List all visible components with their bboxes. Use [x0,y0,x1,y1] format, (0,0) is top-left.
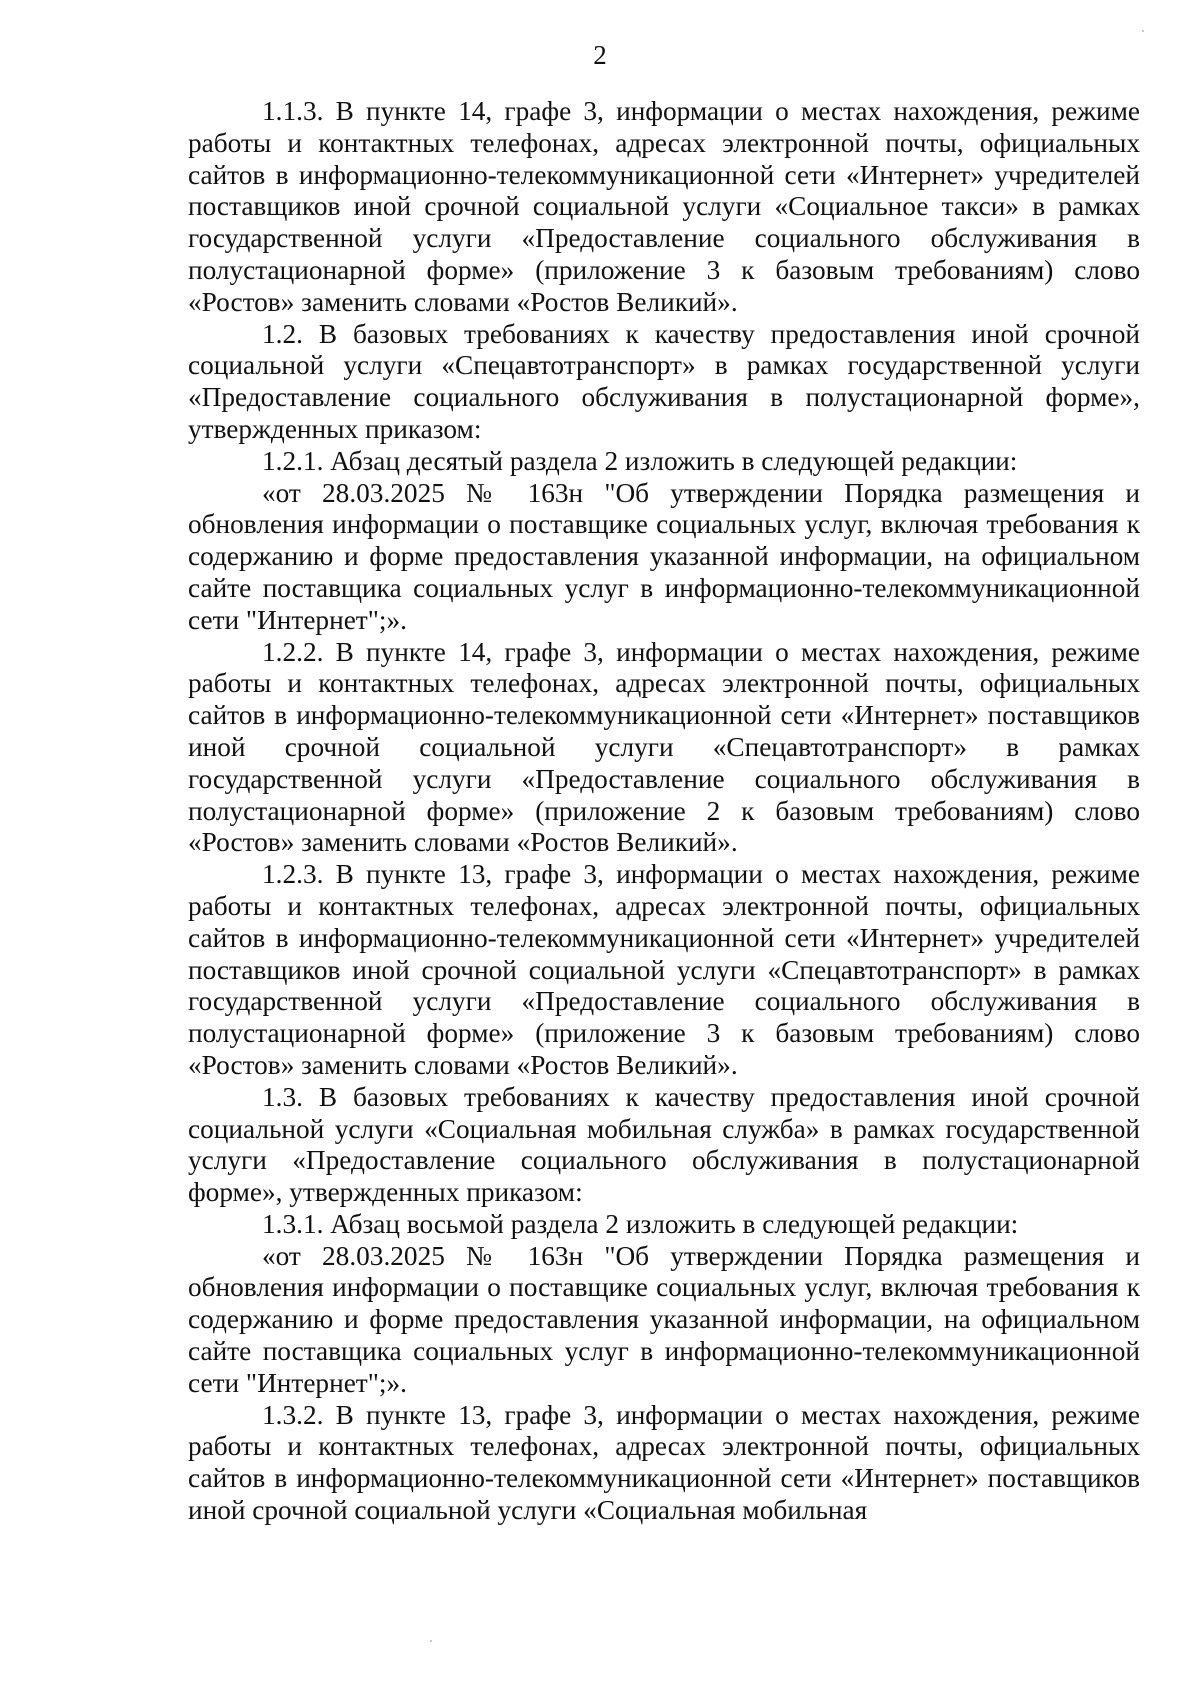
document-body [188,96,1140,1527]
paragraph-1-2-3: 1.2.3. В пункте 13, графе 3, информации о местах нахождения, режиме работы и контактных телефонах, адресах электронной почты, официальных сайтов в информационно-телекоммуникационной сети «Интернет» учредителей поставщиков иной срочной социальной услуги «Спецавтотранспорт» в рамках государственной услуги «Предоставление социального обслуживания в полустационарной форме» (приложение 3 к базовым требованиям) слово «Ростов» заменить словами «Ростов Великий». [188,859,1140,1080]
scan-speck [1142,30,1144,32]
paragraph-1-3-2: 1.3.2. В пункте 13, графе 3, информации о местах нахождения, режиме работы и контактных телефонах, адресах электронной почты, официальных сайтов в информационно-телекоммуникационной сети «Интернет» поставщиков иной срочной социальной услуги «Социальная мобильная [188,1399,1140,1526]
paragraph-quote-1: «от 28.03.2025 № 163н "Об утверждении Порядка размещения и обновления информации о поставщике социальных услуг, включая требования к содержанию и форме предоставления указанной информации, на официальном сайте поставщика социальных услуг в информационно-телекоммуникационной сети "Интернет";». [188,477,1140,635]
page-number: 2 [593,40,607,70]
paragraph-1-3-1: 1.3.1. Абзац восьмой раздела 2 изложить в следующей редакции: [262,1208,1019,1239]
scan-speck [430,1640,432,1642]
paragraph-quote-2: «от 28.03.2025 № 163н "Об утверждении Порядка размещения и обновления информации о поставщике социальных услуг, включая требования к содержанию и форме предоставления указанной информации, на официальном сайте поставщика социальных услуг в информационно-телекоммуникационной сети "Интернет";». [188,1240,1140,1398]
paragraph-1-1-3: 1.1.3. В пункте 14, графе 3, информации о местах нахождения, режиме работы и контактных телефонах, адресах электронной почты, официальных сайтов в информационно-телекоммуникационной сети «Интернет» учредителей поставщиков иной срочной социальной услуги «Социальное такси» в рамках государственной услуги «Предоставление социального обслуживания в полустационарной форме» (приложение 3 к базовым требованиям) слово «Ростов» заменить словами «Ростов Великий». [188,96,1140,317]
paragraph-1-3: 1.3. В базовых требованиях к качеству предоставления иной срочной социальной услуги «Социальная мобильная служба» в рамках государственной услуги «Предоставление социального обслуживания в полустационарной форме», утвержденных приказом: [188,1081,1140,1208]
paragraph-1-2-1: 1.2.1. Абзац десятый раздела 2 изложить в следующей редакции: [262,445,1018,476]
paragraph-1-2-2: 1.2.2. В пункте 14, графе 3, информации о местах нахождения, режиме работы и контактных телефонах, адресах электронной почты, официальных сайтов в информационно-телекоммуникационной сети «Интернет» поставщиков иной срочной социальной услуги «Спецавтотранспорт» в рамках государственной услуги «Предоставление социального обслуживания в полустационарной форме» (приложение 2 к базовым требованиям) слово «Ростов» заменить словами «Ростов Великий». [188,636,1140,858]
paragraph-1-2: 1.2. В базовых требованиях к качеству предоставления иной срочной социальной услуги «Спецавтотранспорт» в рамках государственной услуги «Предоставление социального обслуживания в полустационарной форме», утвержденных приказом: [188,318,1140,444]
